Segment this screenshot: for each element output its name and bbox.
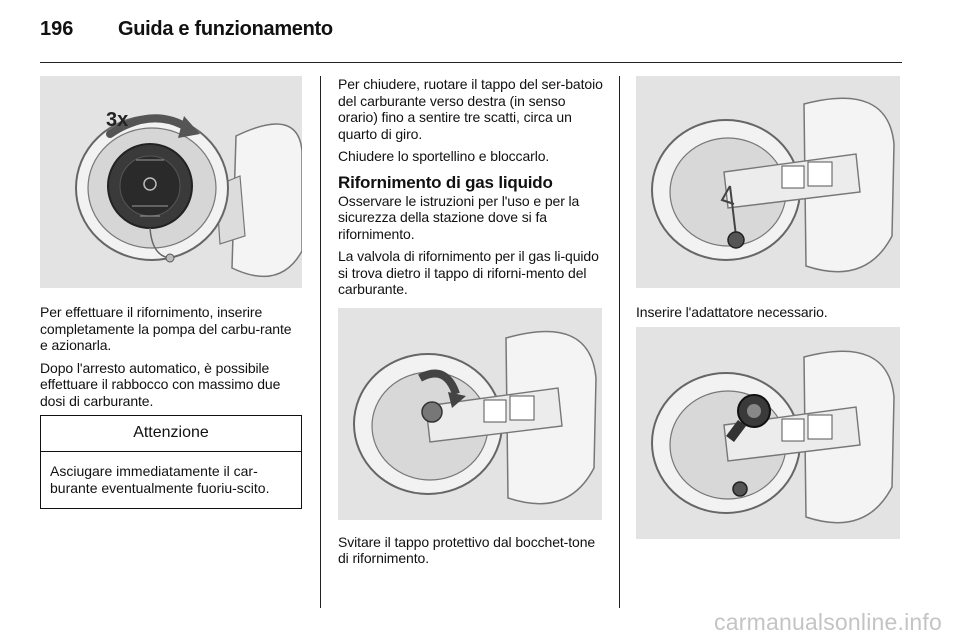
paragraph: Per chiudere, ruotare il tappo del ser-batoio del carburante verso destra (in senso orario) fino a sentire tre scatti, circa un quarto di giro. (338, 76, 603, 142)
rotation-count-label: 3x (106, 109, 129, 131)
header-divider (40, 62, 902, 63)
paragraph: Chiudere lo sportellino e bloccarlo. (338, 148, 550, 164)
column-3 (636, 76, 902, 539)
section-title: Guida e funzionamento (118, 18, 333, 40)
paragraph: Per effettuare il rifornimento, inserire completamente la pompa del carbu-rante e azionarla. (40, 304, 292, 353)
column-2 (338, 76, 604, 573)
warning-box (40, 415, 302, 509)
subheading: Rifornimento di gas liquido (338, 172, 553, 192)
figure-caption: Svitare il tappo protettivo dal bocchet-tone di rifornimento. (338, 533, 596, 566)
paragraph: Dopo l'arresto automatico, è possibile effettuare il rabbocco con massimo due dosi di carburante. (40, 359, 281, 409)
column-1 (40, 76, 302, 509)
paragraph: La valvola di rifornimento per il gas li-quido si trova dietro il tappo di riforni-mento del carburante. (338, 248, 599, 297)
page-number: 196 (40, 18, 74, 40)
warning-text: Asciugare immediatamente il car-burante eventualmente fuoriu-scito. (50, 463, 270, 496)
paragraph: Osservare le istruzioni per l'uso e per la sicurezza della stazione dove si fa rifornimento. (338, 192, 580, 242)
fuel-cap-unscrew-illustration-icon (40, 76, 302, 288)
lpg-valve-illustration-icon (636, 76, 900, 288)
figure-caption: Inserire l'adattatore necessario. (636, 304, 828, 320)
lpg-adapter-illustration-icon (636, 327, 900, 539)
column-divider-left (320, 76, 321, 608)
warning-title: Attenzione (41, 416, 301, 452)
column-divider-right (619, 76, 620, 608)
watermark: carmanualsonline.info (714, 609, 942, 635)
lpg-cap-unscrew-illustration-icon (338, 308, 602, 520)
